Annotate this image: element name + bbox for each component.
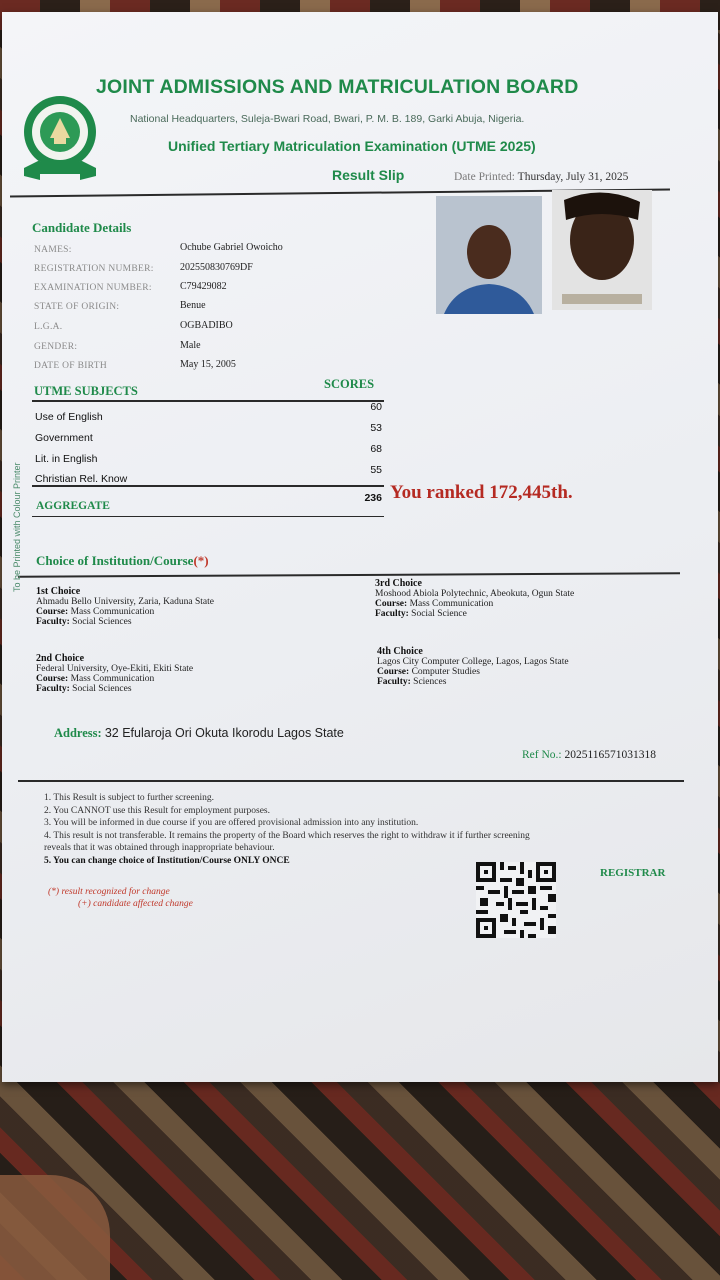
address-line bbox=[54, 726, 344, 741]
aggregate-rule-top bbox=[32, 485, 384, 487]
subject-name: Government bbox=[35, 432, 93, 444]
subject-name: Lit. in English bbox=[35, 453, 98, 465]
lga-value: OGBADIBO bbox=[180, 320, 233, 331]
org-title: JOINT ADMISSIONS AND MATRICULATION BOARD bbox=[96, 76, 579, 98]
date-label: Date Printed: bbox=[454, 171, 515, 183]
note-item: reveals that it was obtained through inappropriate behaviour. bbox=[44, 843, 275, 853]
note-item: 3. You will be informed in due course if you are offered provisional admission into any institution. bbox=[44, 818, 419, 828]
examination-number-label: EXAMINATION NUMBER: bbox=[34, 283, 152, 293]
note-item: 5. You can change choice of Institution/Course ONLY ONCE bbox=[44, 855, 290, 866]
subjects-header-rule bbox=[32, 400, 384, 402]
legend-line: (+) candidate affected change bbox=[78, 899, 193, 909]
qr-code bbox=[476, 862, 556, 938]
date-value: Thursday, July 31, 2025 bbox=[517, 171, 629, 183]
names-label: NAMES: bbox=[34, 245, 72, 255]
choice-institution: Federal University, Oye-Ekiti, Ekiti State bbox=[36, 664, 194, 674]
registration-number-label: REGISTRATION NUMBER: bbox=[34, 264, 154, 274]
choice-section-label: Choice of Institution/Course bbox=[36, 553, 194, 568]
lga-label: L.G.A. bbox=[34, 322, 63, 332]
date-of-birth-label: DATE OF BIRTH bbox=[34, 361, 107, 371]
subject-score: 68 bbox=[370, 443, 382, 455]
choice-course: Course: Mass Communication bbox=[375, 599, 494, 609]
choice-course: Course: Computer Studies bbox=[377, 667, 480, 677]
legend-block bbox=[48, 886, 193, 910]
choice-block-1 bbox=[36, 586, 214, 627]
choice-title: 4th Choice bbox=[377, 646, 423, 657]
choice-institution: Lagos City Computer College, Lagos, Lagos State bbox=[377, 657, 569, 667]
registrar-label: REGISTRAR bbox=[600, 867, 666, 879]
address-value: 32 Efularoja Ori Okuta Ikorodu Lagos State bbox=[104, 726, 344, 740]
note-item: 2. You CANNOT use this Result for employment purposes. bbox=[44, 805, 270, 816]
notes-divider bbox=[18, 780, 684, 782]
aggregate-label: AGGREGATE bbox=[36, 500, 110, 512]
org-address: National Headquarters, Suleja-Bwari Road, Bwari, P. M. B. 189, Garki Abuja, Nigeria. bbox=[130, 113, 525, 125]
slip-title: Result Slip bbox=[332, 167, 405, 183]
choice-faculty: Faculty: Social Sciences bbox=[36, 617, 132, 627]
ref-number bbox=[522, 749, 656, 761]
choice-institution: Ahmadu Bello University, Zaria, Kaduna State bbox=[36, 597, 214, 607]
print-instruction-side-text: To be Printed with Colour Printer bbox=[12, 462, 22, 592]
choice-block-4 bbox=[377, 646, 569, 687]
choice-faculty: Faculty: Social Sciences bbox=[36, 684, 132, 694]
jamb-seal-logo bbox=[20, 90, 100, 186]
scores-header: SCORES bbox=[324, 377, 375, 391]
exam-title: Unified Tertiary Matriculation Examination (UTME 2025) bbox=[168, 138, 536, 154]
subject-score: 53 bbox=[370, 422, 382, 434]
legend-line: (*) result recognized for change bbox=[48, 887, 170, 897]
utme-subjects-header: UTME SUBJECTS bbox=[34, 384, 138, 398]
ref-label: Ref No.: bbox=[522, 749, 562, 761]
state-of-origin-label: STATE OF ORIGIN: bbox=[34, 302, 120, 312]
result-slip-paper bbox=[2, 12, 718, 1082]
subject-score: 55 bbox=[370, 464, 382, 476]
date-of-birth-value: May 15, 2005 bbox=[180, 359, 236, 370]
subject-score: 60 bbox=[370, 401, 382, 413]
choice-institution: Moshood Abiola Polytechnic, Abeokuta, Ogun State bbox=[375, 589, 575, 599]
rank-statement: You ranked 172,445th. bbox=[390, 482, 573, 503]
note-item: 1. This Result is subject to further screening. bbox=[44, 793, 215, 803]
registration-number-value: 202550830769DF bbox=[180, 262, 253, 273]
aggregate-rule-bottom bbox=[32, 516, 384, 517]
choice-block-3 bbox=[375, 578, 574, 619]
candidate-section-title: Candidate Details bbox=[32, 220, 132, 235]
note-item: 4. This result is not transferable. It remains the property of the Board which reserves the right to withdraw it if further screening bbox=[44, 830, 530, 841]
choice-divider bbox=[18, 572, 680, 577]
examination-number-value: C79429082 bbox=[180, 281, 227, 292]
choice-block-2 bbox=[36, 653, 193, 694]
choice-course: Course: Mass Communication bbox=[36, 607, 155, 617]
choice-faculty: Faculty: Social Science bbox=[375, 609, 467, 619]
captured-photo bbox=[552, 190, 652, 310]
subject-name: Use of English bbox=[35, 411, 103, 423]
notes-block bbox=[44, 792, 530, 867]
names-value: Ochube Gabriel Owoicho bbox=[180, 242, 283, 253]
choice-section-title bbox=[36, 553, 209, 569]
choice-course: Course: Mass Communication bbox=[36, 674, 155, 684]
choice-asterisk: (*) bbox=[193, 553, 209, 568]
aggregate-value: 236 bbox=[364, 492, 382, 504]
choice-title: 2nd Choice bbox=[36, 653, 85, 664]
gender-label: GENDER: bbox=[34, 342, 78, 352]
address-label: Address: bbox=[54, 726, 102, 740]
choice-title: 1st Choice bbox=[36, 586, 81, 597]
date-printed bbox=[454, 171, 628, 183]
subject-name: Christian Rel. Know bbox=[35, 473, 128, 485]
state-of-origin-value: Benue bbox=[180, 300, 206, 311]
gender-value: Male bbox=[180, 340, 201, 351]
candidate-photo bbox=[436, 196, 542, 314]
choice-title: 3rd Choice bbox=[375, 578, 422, 589]
ref-value: 2025116571031318 bbox=[564, 749, 657, 761]
choice-faculty: Faculty: Sciences bbox=[377, 677, 447, 687]
